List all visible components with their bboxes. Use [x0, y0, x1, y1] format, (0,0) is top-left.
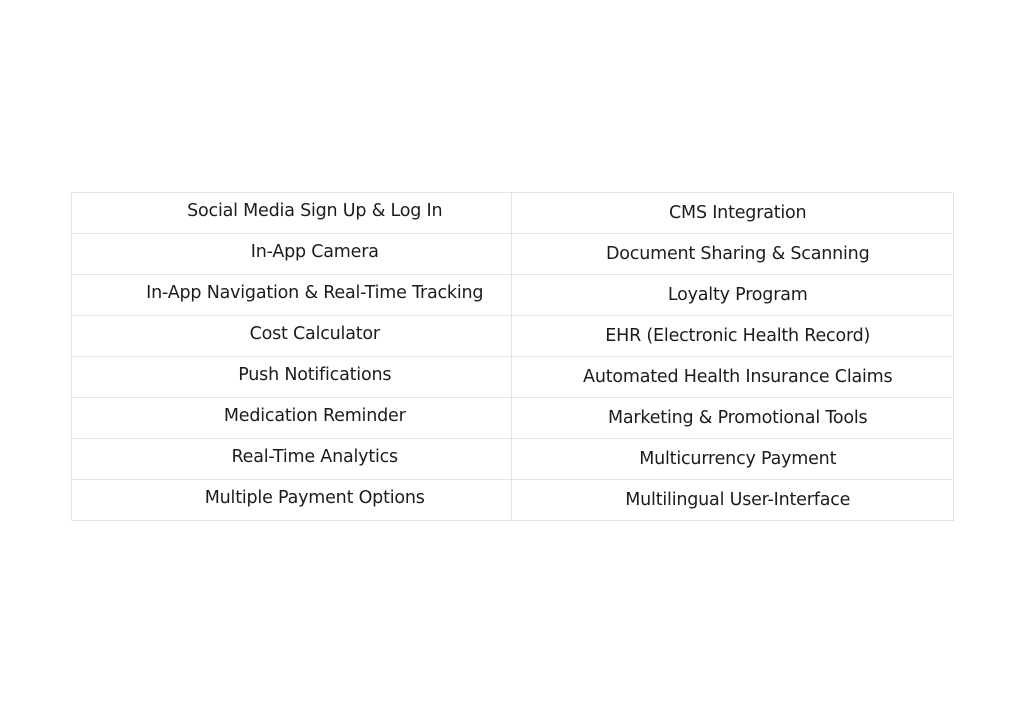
table-cell-right — [512, 439, 954, 480]
table-cell-left — [72, 193, 512, 234]
table-row — [72, 480, 954, 521]
feature-label: Multiple Payment Options — [204, 488, 425, 508]
feature-label: EHR (Electronic Health Record) — [605, 326, 871, 346]
feature-label: Marketing & Promotional Tools — [607, 408, 868, 428]
features-table-body — [72, 193, 954, 521]
table-row — [72, 316, 954, 357]
feature-label: Real-Time Analytics — [231, 447, 398, 467]
table-cell-right — [512, 193, 954, 234]
table-cell-left — [72, 316, 512, 357]
feature-label: CMS Integration — [669, 203, 807, 223]
feature-label: In-App Navigation & Real-Time Tracking — [146, 283, 484, 303]
table-cell-right — [512, 398, 954, 439]
feature-label: Social Media Sign Up & Log In — [187, 201, 443, 221]
feature-label: Document Sharing & Scanning — [606, 244, 870, 264]
table-cell-right — [512, 480, 954, 521]
table-cell-left — [72, 357, 512, 398]
table-cell-left — [72, 234, 512, 275]
table-cell-right — [512, 234, 954, 275]
table-cell-left — [72, 275, 512, 316]
table-row — [72, 357, 954, 398]
feature-label: Push Notifications — [238, 365, 392, 385]
table-cell-right — [512, 316, 954, 357]
feature-label: Loyalty Program — [667, 285, 808, 305]
feature-label: Automated Health Insurance Claims — [583, 367, 893, 387]
table-cell-left — [72, 480, 512, 521]
feature-label: Multicurrency Payment — [639, 449, 837, 469]
feature-label: Medication Reminder — [223, 406, 406, 426]
table-row — [72, 439, 954, 480]
feature-label: Multilingual User-Interface — [625, 490, 851, 510]
table-cell-left — [72, 398, 512, 439]
table-row — [72, 275, 954, 316]
feature-label: In-App Camera — [250, 242, 379, 262]
table-cell-right — [512, 275, 954, 316]
features-table — [71, 192, 954, 521]
feature-label: Cost Calculator — [249, 324, 380, 344]
table-cell-right — [512, 357, 954, 398]
table-cell-left — [72, 439, 512, 480]
table-row — [72, 398, 954, 439]
table-row — [72, 193, 954, 234]
table-row — [72, 234, 954, 275]
